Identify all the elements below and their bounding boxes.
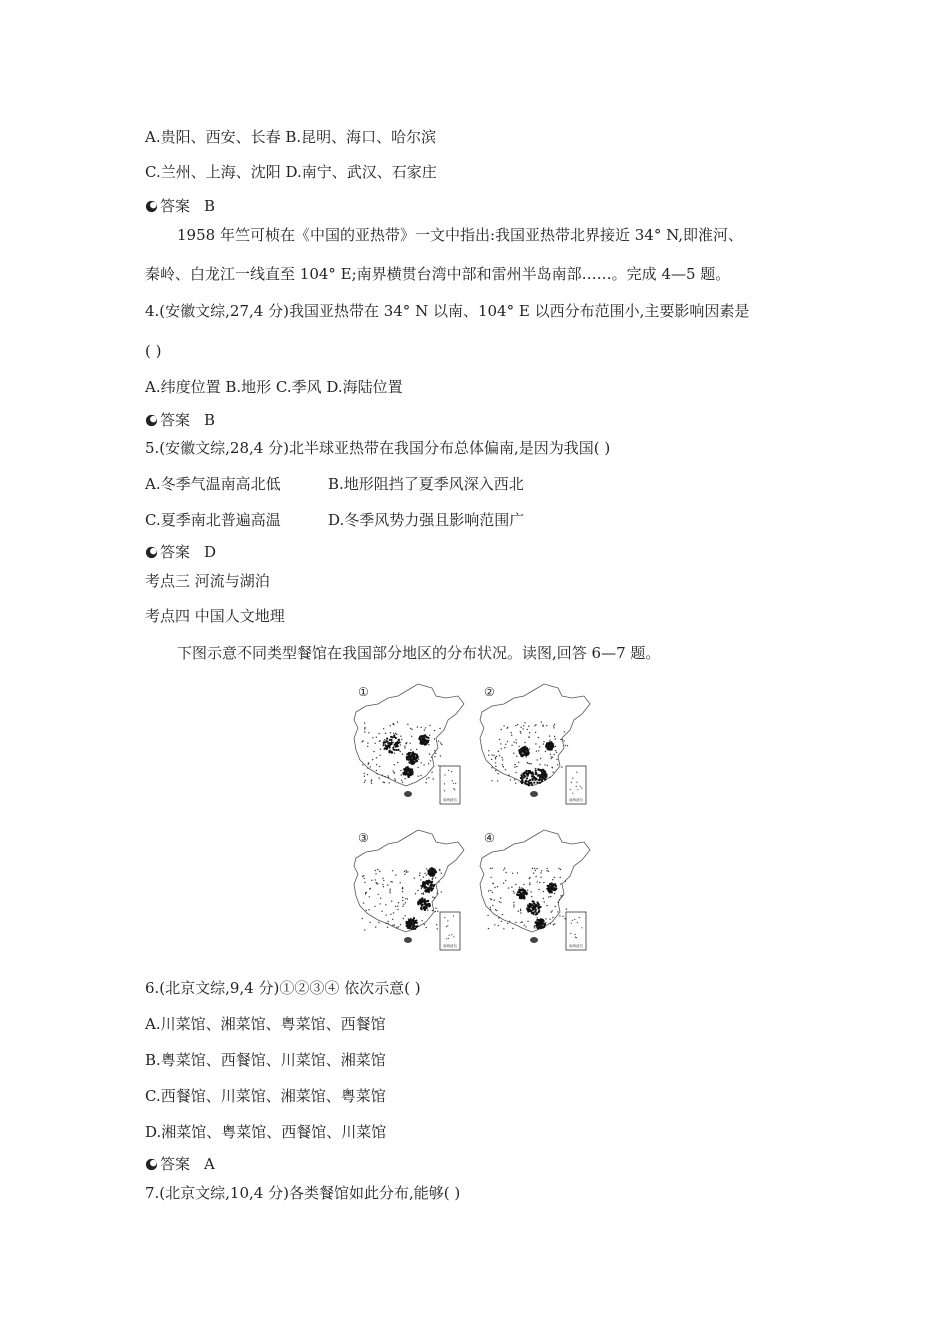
q6-answer-row — [145, 1154, 215, 1174]
map-panel-1 — [350, 678, 470, 810]
q4-answer-row — [145, 410, 215, 430]
q5-option-c: C.夏季南北普遍高温 — [145, 511, 281, 529]
map-panel-2 — [476, 678, 596, 810]
inset-caption: 南海诸岛 — [569, 944, 583, 948]
map-panel-3 — [350, 824, 470, 956]
answer-value: B — [204, 197, 216, 215]
q5-stem: 5.(安徽文综,28,4 分)北半球亚热带在我国分布总体偏南,是因为我国( ) — [145, 439, 611, 457]
intro-4-5-line2: 秦岭、白龙江一线直至 104° E;南界横贯台湾中部和雷州半岛南部……。完成 4—5 题。 — [145, 265, 731, 283]
q5-answer-row — [145, 542, 216, 562]
q5-option-b: B.地形阻挡了夏季风深入西北 — [328, 475, 524, 493]
inset-caption: 南海诸岛 — [569, 798, 583, 802]
q5-option-a: A.冬季气温南高北低 — [145, 475, 281, 493]
q6-option-d: D.湘菜馆、粤菜馆、西餐馆、川菜馆 — [145, 1123, 387, 1141]
q6-option-a: A.川菜馆、湘菜馆、粤菜馆、西餐馆 — [145, 1015, 386, 1033]
map-panel-4 — [476, 824, 596, 956]
answer-value: A — [204, 1155, 215, 1173]
q4-stem: 4.(安徽文综,27,4 分)我国亚热带在 34° N 以南、104° E 以西分布范围小,主要影响因素是 — [145, 302, 750, 320]
answer-label: 答案 — [160, 1155, 191, 1173]
answer-value: B — [204, 411, 216, 429]
map-label: ③ — [358, 831, 369, 845]
q7-stem: 7.(北京文综,10,4 分)各类餐馆如此分布,能够( ) — [145, 1184, 461, 1202]
intro-4-5-line1: 1958 年竺可桢在《中国的亚热带》一文中指出:我国亚热带北界接近 34° N,即淮河、 — [177, 226, 744, 244]
q3-options-cd: C.兰州、上海、沈阳 D.南宁、武汉、石家庄 — [145, 163, 437, 181]
q6-option-b: B.粤菜馆、西餐馆、川菜馆、湘菜馆 — [145, 1051, 386, 1069]
map-label: ① — [358, 685, 369, 699]
map-label: ④ — [484, 831, 495, 845]
q6-option-c: C.西餐馆、川菜馆、湘菜馆、粤菜馆 — [145, 1087, 386, 1105]
q3-options-ab: A.贵阳、西安、长春 B.昆明、海口、哈尔滨 — [145, 128, 437, 146]
q4-paren: ( ) — [145, 342, 162, 360]
answer-icon — [145, 200, 158, 213]
restaurant-distribution-figure — [350, 678, 596, 956]
inset-caption: 南海诸岛 — [443, 944, 457, 948]
answer-icon — [145, 546, 158, 559]
answer-value: D — [204, 543, 217, 561]
section-heading-4: 考点四 中国人文地理 — [145, 607, 285, 625]
q5-option-d: D.冬季风势力强且影响范围广 — [328, 511, 525, 529]
answer-label: 答案 — [160, 197, 191, 215]
intro-6-7: 下图示意不同类型餐馆在我国部分地区的分布状况。读图,回答 6—7 题。 — [177, 644, 661, 662]
answer-label: 答案 — [160, 543, 191, 561]
answer-icon — [145, 1158, 158, 1171]
inset-caption: 南海诸岛 — [443, 798, 457, 802]
answer-label: 答案 — [160, 411, 191, 429]
q6-stem: 6.(北京文综,9,4 分)①②③④ 依次示意( ) — [145, 979, 421, 997]
q3-answer-row — [145, 196, 215, 216]
section-heading-3: 考点三 河流与湖泊 — [145, 572, 270, 590]
answer-icon — [145, 414, 158, 427]
q4-options: A.纬度位置 B.地形 C.季风 D.海陆位置 — [145, 378, 403, 396]
q5-options-cd — [145, 510, 524, 530]
map-label: ② — [484, 685, 495, 699]
q5-options-ab — [145, 474, 524, 494]
